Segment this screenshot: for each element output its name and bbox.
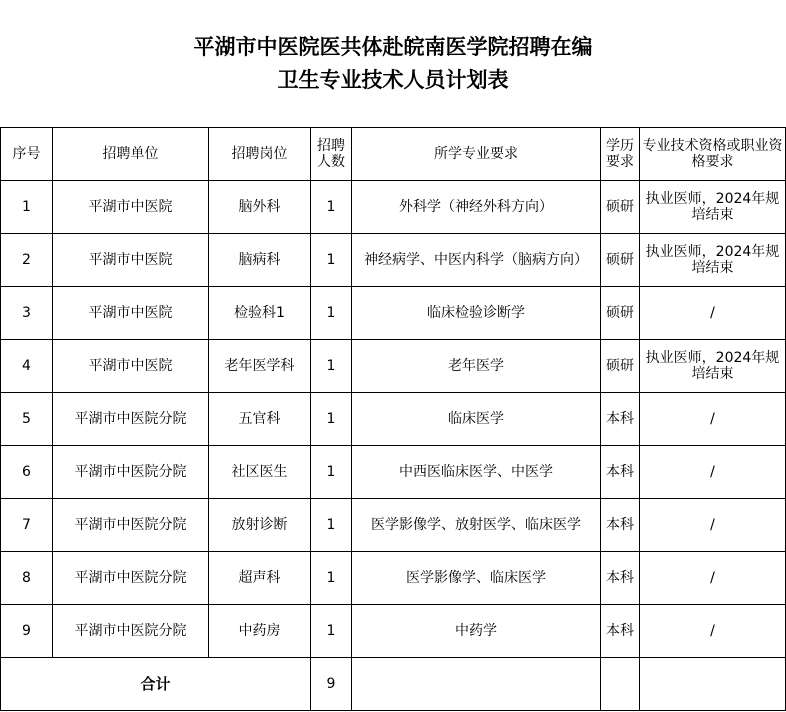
total-empty-qual	[640, 658, 786, 711]
cell-unit: 平湖市中医院	[53, 287, 209, 340]
cell-count: 1	[311, 393, 352, 446]
cell-edu: 本科	[601, 605, 640, 658]
total-empty-edu	[601, 658, 640, 711]
cell-seq: 4	[1, 340, 53, 393]
cell-count: 1	[311, 234, 352, 287]
cell-major: 中西医临床医学、中医学	[352, 446, 601, 499]
cell-edu: 本科	[601, 552, 640, 605]
table-row	[1, 446, 786, 499]
cell-unit: 平湖市中医院分院	[53, 552, 209, 605]
cell-edu: 硕研	[601, 340, 640, 393]
header-count: 招聘人数	[311, 128, 352, 181]
header-post: 招聘岗位	[209, 128, 311, 181]
total-label: 合计	[1, 658, 311, 711]
cell-unit: 平湖市中医院分院	[53, 499, 209, 552]
cell-qual: /	[640, 605, 786, 658]
cell-major: 外科学（神经外科方向）	[352, 181, 601, 234]
cell-post: 脑病科	[209, 234, 311, 287]
cell-seq: 9	[1, 605, 53, 658]
total-count: 9	[311, 658, 352, 711]
cell-edu: 硕研	[601, 287, 640, 340]
cell-unit: 平湖市中医院	[53, 234, 209, 287]
table-row	[1, 181, 786, 234]
cell-qual: 执业医师，2024年规培结束	[640, 234, 786, 287]
cell-qual: 执业医师，2024年规培结束	[640, 340, 786, 393]
total-empty-major	[352, 658, 601, 711]
table-row	[1, 605, 786, 658]
cell-major: 临床检验诊断学	[352, 287, 601, 340]
cell-qual: /	[640, 552, 786, 605]
header-major: 所学专业要求	[352, 128, 601, 181]
table-row	[1, 287, 786, 340]
cell-count: 1	[311, 605, 352, 658]
table-body	[1, 181, 786, 658]
cell-edu: 本科	[601, 393, 640, 446]
cell-unit: 平湖市中医院分院	[53, 393, 209, 446]
cell-qual: /	[640, 393, 786, 446]
table-total-row	[1, 658, 786, 711]
cell-seq: 6	[1, 446, 53, 499]
cell-major: 神经病学、中医内科学（脑病方向）	[352, 234, 601, 287]
header-unit: 招聘单位	[53, 128, 209, 181]
cell-seq: 2	[1, 234, 53, 287]
table-header-row	[1, 128, 786, 181]
cell-unit: 平湖市中医院分院	[53, 446, 209, 499]
table-row	[1, 340, 786, 393]
cell-major: 老年医学	[352, 340, 601, 393]
cell-seq: 8	[1, 552, 53, 605]
cell-count: 1	[311, 446, 352, 499]
cell-post: 超声科	[209, 552, 311, 605]
cell-count: 1	[311, 552, 352, 605]
cell-major: 医学影像学、临床医学	[352, 552, 601, 605]
cell-post: 中药房	[209, 605, 311, 658]
cell-count: 1	[311, 340, 352, 393]
cell-count: 1	[311, 499, 352, 552]
cell-edu: 硕研	[601, 181, 640, 234]
cell-post: 五官科	[209, 393, 311, 446]
cell-qual: /	[640, 499, 786, 552]
cell-edu: 硕研	[601, 234, 640, 287]
cell-seq: 3	[1, 287, 53, 340]
title-line-2: 卫生专业技术人员计划表	[277, 67, 509, 92]
cell-edu: 本科	[601, 499, 640, 552]
cell-seq: 5	[1, 393, 53, 446]
cell-unit: 平湖市中医院	[53, 181, 209, 234]
cell-post: 老年医学科	[209, 340, 311, 393]
cell-count: 1	[311, 181, 352, 234]
cell-edu: 本科	[601, 446, 640, 499]
cell-unit: 平湖市中医院分院	[53, 605, 209, 658]
cell-post: 脑外科	[209, 181, 311, 234]
header-seq: 序号	[1, 128, 53, 181]
cell-seq: 1	[1, 181, 53, 234]
title-line-1: 平湖市中医院医共体赴皖南医学院招聘在编	[193, 34, 593, 59]
cell-qual: /	[640, 446, 786, 499]
cell-post: 放射诊断	[209, 499, 311, 552]
cell-unit: 平湖市中医院	[53, 340, 209, 393]
cell-major: 医学影像学、放射医学、临床医学	[352, 499, 601, 552]
header-qual: 专业技术资格或职业资格要求	[640, 128, 786, 181]
cell-major: 临床医学	[352, 393, 601, 446]
cell-major: 中药学	[352, 605, 601, 658]
cell-qual: 执业医师，2024年规培结束	[640, 181, 786, 234]
cell-qual: /	[640, 287, 786, 340]
cell-seq: 7	[1, 499, 53, 552]
table-row	[1, 234, 786, 287]
header-edu: 学历要求	[601, 128, 640, 181]
cell-post: 社区医生	[209, 446, 311, 499]
document-title	[0, 30, 786, 96]
recruitment-plan-table	[0, 127, 786, 711]
table-row	[1, 393, 786, 446]
table-row	[1, 552, 786, 605]
cell-count: 1	[311, 287, 352, 340]
cell-post: 检验科1	[209, 287, 311, 340]
table-row	[1, 499, 786, 552]
